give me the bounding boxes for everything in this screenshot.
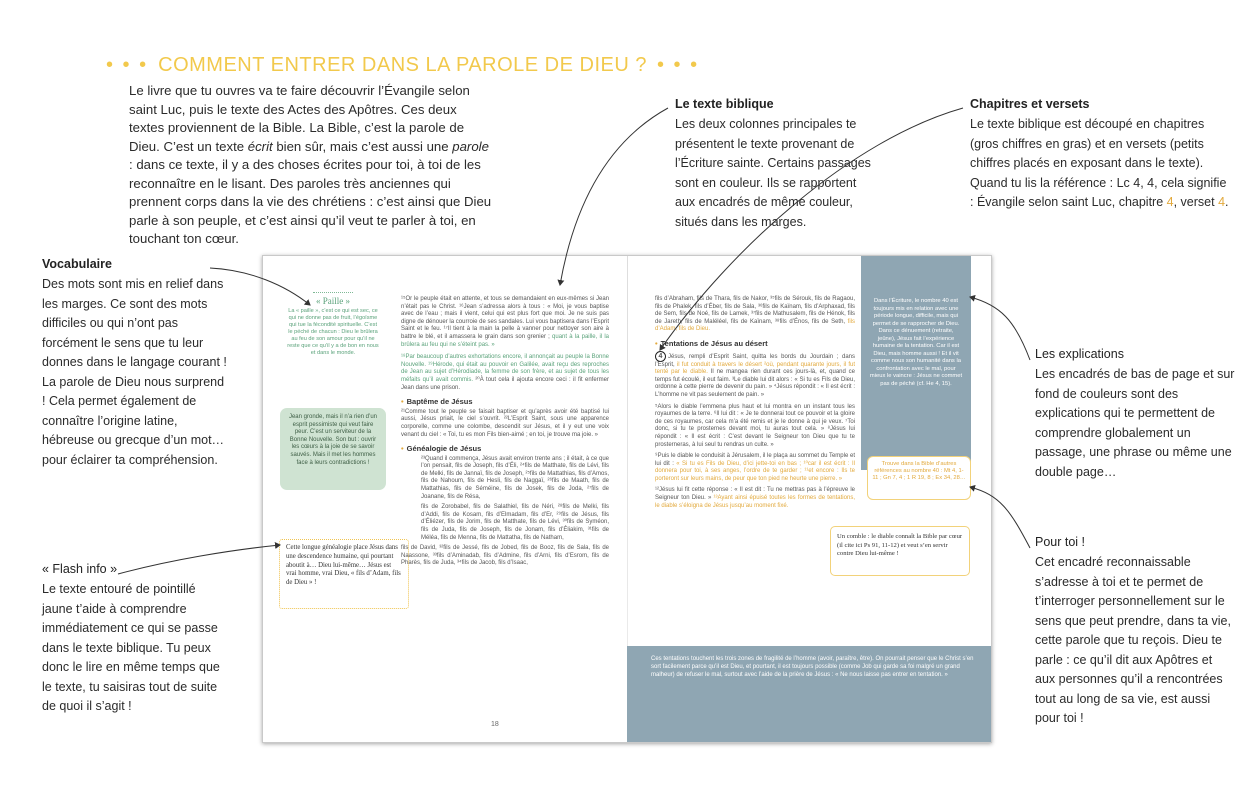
- verse-paragraph: [401, 354, 609, 392]
- verse-paragraph: ⁵Alors le diable l’emmena plus haut et lui montra en un instant tous les royaumes de la terre. ⁶Il lui dit : « Je te donnerai tout ce pouvoir et la gloire de ces royaumes, car cela m’a été remis et je le donne à qui je veux. ⁷Toi donc, si tu te prosternes devant moi, tu auras tout cela. » ⁸Jésus lui répondit : « Il est écrit : C’est devant le Seigneur ton Dieu que tu te prosterneras, à lui seul tu rendras un culte. »: [655, 403, 855, 448]
- intro-text-1: Le livre que tu ouvres va te faire découvrir l’Évangile selon saint Luc, puis le texte des Actes des Apôtres. Ces deux textes proviennent de la Bible. La Bible, c’est la parole de Dieu. C’est un texte: [129, 83, 470, 154]
- title-text: COMMENT ENTRER DANS LA PAROLE DE DIEU ?: [158, 53, 647, 76]
- verse-paragraph: [401, 296, 609, 349]
- annotation-body: Des mots sont mis en relief dans les marges. Ce sont des mots difficiles ou qui n’ont pas forcément le sens que tu leur donnes dans le langage courant ! La parole de Dieu nous surprend ! Cela permet également de connaître l’origine latine, hébreuse ou grecque d’un mot… pour éclairer ta compréhension.: [42, 277, 227, 467]
- chapitres-text-1: Le texte biblique est découpé en chapitres (gros chiffres en gras) et en versets (petits chiffres placés en exposant dans le texte). Quand tu lis la référence : Lc 4, 4, cela signifie : Évangile selon saint Luc, chapitre: [970, 117, 1227, 209]
- intro-text-3: : dans ce texte, il y a des choses écrites pour toi, à toi de les reconnaître en le lisant. Des paroles très anciennes qui prennent corps dans la vie des chrétiens : c’est ainsi que Dieu parle à son peuple, et c’est ainsi qu’il veut te parler à toi, en touchant ton cœur.: [129, 157, 492, 246]
- verse-text: ⁹Puis le diable le conduisit à Jérusalem, il le plaça au sommet du Temple et lui dit :: [655, 453, 855, 467]
- annotation-chapitres-versets: [970, 97, 1232, 213]
- annotation-pour-toi: [1035, 535, 1235, 729]
- annotation-flash-info: [42, 562, 222, 717]
- section-heading-text: Tentations de Jésus au désert: [660, 338, 768, 348]
- vocabulary-box: [287, 292, 379, 357]
- annotation-body: Le texte entouré de pointillé jaune t’aide à comprendre immédiatement ce qui se passe dans le texte biblique. Tu peux donc le lire en même temps que le texte, tu saisiras tout de suite de quoi il s’agit !: [42, 582, 220, 713]
- page-number: 18: [491, 721, 499, 728]
- orange-reference-box: Trouve dans la Bible d’autres références au nombre 40 : Mt 4, 1-11 ; Gn 7, 4 ; 1 R 19, 8 ; Ex 34, 28…: [867, 456, 971, 500]
- verse-text-highlight: ¹³Ayant ainsi épuisé toutes les formes de tentations, le diable s’éloigna de Jésus jusqu’au moment fixé.: [655, 495, 855, 509]
- annotation-body: Les deux colonnes principales te présentent le texte provenant de l’Écriture sainte. Certains passages sont en couleur. Ils se rapportent aux encadrés de même couleur, situés dans les marges.: [675, 117, 871, 229]
- verse-text-highlight: quant à la paille, il la brûlera au feu qui ne s’éteint pas. »: [401, 333, 609, 348]
- explanation-box-side: Dans l’Écriture, le nombre 40 est toujours mis en relation avec une période longue, difficile, mais qui permet de se rapprocher de Dieu. Dans ce dénuement (retraite, jeûne), Jésus fait l’expérience humaine de la tentation. Car il est Dieu, mais homme aussi ! Et il vit comme nous son humanité dans la confrontation avec le mal, pour mieux le vaincre : Jésus ne commet pas de péché (cf. He 4, 15).: [861, 256, 971, 470]
- section-heading-text: Généalogie de Jésus: [406, 444, 482, 454]
- bible-column-left: [401, 296, 609, 568]
- verse-text: fils d’Abraham, fils de Thara, fils de Nakor, ³⁵fils de Sérouk, fils de Ragaou, fils de Phalek, fils d’Éber, fils de Sala, ³⁶fils de Kaïnam, fils d’Arphaxad, fils de Sem, fils de Noé, fils de Lamek, ³⁷fils de Mathusalem, fils de Hénok, fils de Jareth, fils de Maléléel, fils de Kaïnam, ³⁸fils d’Énos, fils de Seth,: [655, 296, 855, 325]
- intro-emphasis-1: écrit: [247, 138, 273, 154]
- verse-paragraph: [655, 487, 855, 510]
- annotation-explications: [1035, 347, 1235, 482]
- section-heading-text: Baptême de Jésus: [406, 397, 473, 407]
- pour-toi-box: Un comble : le diable connaît la Bible par cœur (il cite ici Ps 91, 11-12) et veut s’en servir contre Dieu lui-même !: [830, 526, 970, 576]
- annotation-body: [970, 115, 1232, 213]
- section-heading: • Tentations de Jésus au désert: [655, 338, 768, 348]
- verse-text-highlight: il fut conduit à travers le désert ²où, pendant quarante jours, il fut tenté par le diable.: [655, 361, 856, 376]
- verse-paragraph: ²³Quand il commença, Jésus avait environ trente ans ; il était, à ce que l’on pensait, fils de Joseph, fils d’Éli, ²⁴fils de Matthate, fils de Lévi, fils de Melki, fils de Jannaï, fils de Joseph, ²⁵fils de Mattathias, fils d’Amos, fils de Nahoum, fils de Hesli, fils de Naggaï, ²⁶fils de Maath, fils de Mattathias, fils de Séméine, fils de Josek, fils de Joda, ²⁷fils de Joanane, fils de Résa,: [421, 455, 609, 500]
- verse-paragraph: ²¹Comme tout le peuple se faisait baptiser et qu’après avoir été baptisé lui aussi, Jésus priait, le ciel s’ouvrit. ²²L’Esprit Saint, sous une apparence corporelle, comme une colombe, descendit sur Jésus, et il y eut une voix venant du ciel : « Toi, tu es mon Fils bien-aimé ; en toi, je trouve ma joie. »: [401, 408, 609, 438]
- verse-text: Jésus, rempli d’Esprit Saint, quitta les bords du Jourdain ; dans l’Esprit,: [655, 353, 855, 368]
- intro-emphasis-2: parole: [452, 138, 489, 154]
- annotation-title: « Flash info »: [42, 562, 118, 576]
- verse-text-highlight: « Si tu es Fils de Dieu, d’ici jette-toi en bas ; ¹⁰car il est écrit : Il donnera pour toi, à ses anges, l’ordre de te garder ; ¹¹et encore : Ils te porteront sur leurs mains, de peur que ton pied ne heurte une pierre. »: [655, 460, 855, 482]
- chapitres-text-2: , verset: [1173, 195, 1219, 209]
- divider: [313, 292, 353, 293]
- annotation-title: Pour toi !: [1035, 535, 1086, 549]
- annotation-title: Les explications: [1035, 347, 1124, 361]
- annotation-texte-biblique: [675, 97, 875, 232]
- verse-text: ¹²Jésus lui fit cette réponse : « Il est dit : Tu ne mettras pas à l’épreuve le Seigneur ton Dieu. »: [655, 487, 855, 502]
- vocabulary-word: « Paille »: [316, 296, 350, 306]
- annotation-title: Chapitres et versets: [970, 97, 1090, 111]
- verse-paragraph: fils de David, ³²fils de Jessé, fils de Jobed, fils de Booz, fils de Sala, fils de Naassone, ³³fils d’Aminadab, fils d’Admine, fils d’Arni, fils d’Esrom, fils de Pharès, fils de Juda, ³⁴fils de Jacob, fils d’Isaac,: [401, 545, 609, 567]
- annotation-vocabulaire: [42, 257, 227, 470]
- explanation-box-bottom: Ces tentations touchent les trois zones de fragilité de l’homme (avoir, paraître, être). On pourrait penser que le Christ s’en sort facilement parce qu’il est Dieu, et pourtant, il est toujours possible (comme Job qui garde sa foi malgré un grand malheur) de refuser le mal, surtout avec l’aide de la prière de Jésus : « Ne nous laisse pas entrer en tentation. »: [627, 646, 991, 742]
- section-heading: • Généalogie de Jésus: [401, 444, 482, 454]
- verse-paragraph: [655, 453, 855, 483]
- annotation-body: Cet encadré reconnaissable s’adresse à toi et te permet de t’interroger personnellement sur le sens que peut prendre, dans ta vie, cette parole que tu reçois. Dieu te parle : ce qu’il dit aux Apôtres et aux personnes qu’il a rencontrées tout au long de sa vie, est aussi pour toi !: [1035, 555, 1231, 725]
- chapitres-number-chapter: 4: [1166, 195, 1174, 209]
- verse-text-highlight: ¹⁸Par beaucoup d’autres exhortations encore, il annonçait au peuple la Bonne Nouvelle. ¹⁹Hérode, qui était au pouvoir en Galilée, avait reçu des reproches de Jean au sujet d’Hérodiade, la femme de son frère, et au sujet de tous les méfaits qu’il avait commis.: [401, 354, 609, 383]
- chapitres-number-verse: 4: [1218, 195, 1226, 209]
- annotation-title: Vocabulaire: [42, 257, 112, 271]
- title-dots-right: • • •: [656, 53, 700, 76]
- verse-text: ²⁰À tout cela il ajouta encore ceci : il fit enfermer Jean dans une prison.: [401, 376, 609, 391]
- title-dots-left: • • •: [106, 53, 149, 76]
- verse-text: ¹⁵Or le peuple était en attente, et tous se demandaient en eux-mêmes si Jean n’était pas le Christ. ¹⁶Jean s’adressa alors à tous : « Moi, je vous baptise avec de l’eau ; mais il vient, celui qui est plus fort que moi. Je ne suis pas digne de dénouer la courroie de ses sandales. Lui vous baptisera dans l’Esprit Saint et le feu. ¹⁷Il tient à la main la pelle à vanner pour nettoyer son aire à battre le blé, et il amassera le grain dans son grenier ;: [401, 296, 609, 340]
- verse-text-highlight: fils d’Adam, fils de Dieu.: [655, 318, 855, 333]
- chapter-number: 4: [655, 351, 666, 362]
- verse-paragraph: fils de Zorobabel, fils de Salathiel, fils de Néri, ²⁸fils de Melki, fils d’Addi, fils de Kosam, fils d’Elmadam, fils d’Er, ²⁹fils de Jésus, fils d’Éliézer, fils de Jorim, fils de Matthate, fils de Lévi, ³⁰fils de Syméon, fils de Juda, fils de Joseph, fils de Jonam, fils d’Éliakim, ³¹fils de Méléa, fils de Menna, fils de Mattatha, fils de Natham,: [421, 504, 609, 541]
- intro-paragraph: [129, 82, 494, 249]
- verse-paragraph: [655, 351, 855, 400]
- annotation-body: Les encadrés de bas de page et sur fond de couleurs sont des explications qui te permettent de comprendre globalement un passage, une phrase ou même une double page…: [1035, 367, 1235, 479]
- chapitres-text-3: .: [1225, 195, 1229, 209]
- section-heading: • Baptême de Jésus: [401, 397, 473, 407]
- flash-info-box: Cette longue généalogie place Jésus dans une descendence humaine, qui pourtant aboutit à… Dieu lui-même… Jésus est vrai homme, vrai Dieu, « fils d’Adam, fils de Dieu » !: [279, 539, 409, 609]
- verse-text: Il ne mangea rien durant ces jours-là, et, quand ce temps fut écoulé, il eut faim. ³Le diable lui dit alors : « Si tu es Fils de Dieu, ordonne à cette pierre de devenir du pain. » ⁴Jésus répondit : « Il est écrit : L’homme ne vit pas seulement de pain. »: [655, 369, 855, 398]
- annotation-title: Le texte biblique: [675, 97, 774, 111]
- book-spread: [262, 255, 992, 743]
- green-margin-box: Jean gronde, mais il n’a rien d’un esprit pessimiste qui veut faire peur. C’est un serviteur de la Bonne Nouvelle. Son but : ouvrir les cœurs à la joie de se savoir sauvés. Mais il met les hommes face à leurs contradictions !: [280, 408, 386, 490]
- bible-column-right: [655, 296, 855, 510]
- intro-text-2: bien sûr, mais c’est aussi une: [272, 138, 453, 154]
- vocabulary-definition: La « paille », c’est ce qui est sec, ce qui ne donne pas de fruit, l’égoïsme qui tue la fécondité spirituelle. C’est le péché de chacun : Dieu le brûlera au feu de son amour pour qu’il ne reste que ce qu’il y a de bon en nous et dans le monde.: [287, 308, 379, 356]
- verse-paragraph: [655, 296, 855, 334]
- page-title: [106, 50, 699, 80]
